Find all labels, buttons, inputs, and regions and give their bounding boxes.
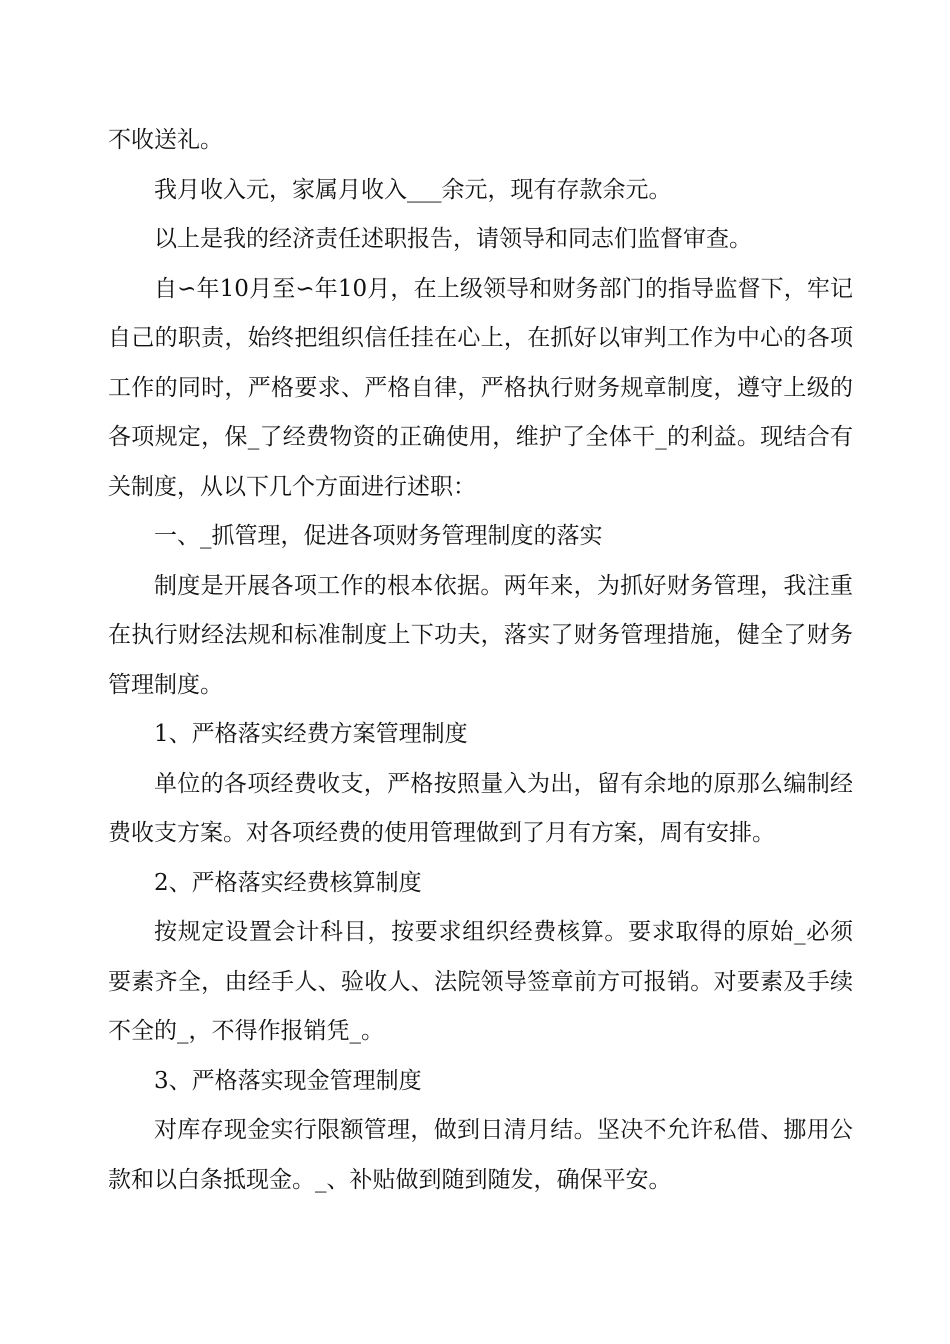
subheading-2: 2、严格落实经费核算制度: [154, 869, 422, 896]
paragraph-4: 自∽年10月至∽年10月，在上级领导和财务部门的指导监督下，牢记自己的职责，始终把组织信任挂在心上，在抓好以审判工作为中心的各项工作的同时，严格要求、严格自律，严格执行财务规章制度，遵守上级的各项规定，保_了经费物资的正确使用，维护了全体干_的利益。现结合有关制度，从以下几个方面进行述职：: [108, 275, 853, 500]
document-body: [108, 116, 853, 1205]
paragraph-12: 对库存现金实行限额管理，做到日清月结。坚决不允许私借、挪用公款和以白条抵现金。_、补贴做到随到随发，确保平安。: [108, 1117, 853, 1193]
paragraph-1: 不收送礼。: [108, 127, 223, 153]
paragraph-6: 制度是开展各项工作的根本依据。两年来，为抓好财务管理，我注重在执行财经法规和标准制度上下功夫，落实了财务管理措施，健全了财务管理制度。: [108, 572, 853, 698]
subheading-1: 1、严格落实经费方案管理制度: [154, 721, 468, 747]
subheading-3: 3、严格落实现金管理制度: [154, 1067, 422, 1094]
paragraph-8: 单位的各项经费收支，严格按照量入为出，留有余地的原那么编制经费收支方案。对各项经费的使用管理做到了月有方案，周有安排。: [108, 770, 853, 846]
section-heading-1: 一、_抓管理，促进各项财务管理制度的落实: [154, 523, 603, 549]
paragraph-3: 以上是我的经济责任述职报告，请领导和同志们监督审查。: [154, 226, 752, 252]
paragraph-2: 我月收入元，家属月收入___余元，现有存款余元。: [154, 176, 672, 203]
paragraph-10: 按规定设置会计科目，按要求组织经费核算。要求取得的原始_必须要素齐全，由经手人、验收人、法院领导签章前方可报销。对要素及手续不全的_，不得作报销凭_。: [108, 919, 853, 1044]
